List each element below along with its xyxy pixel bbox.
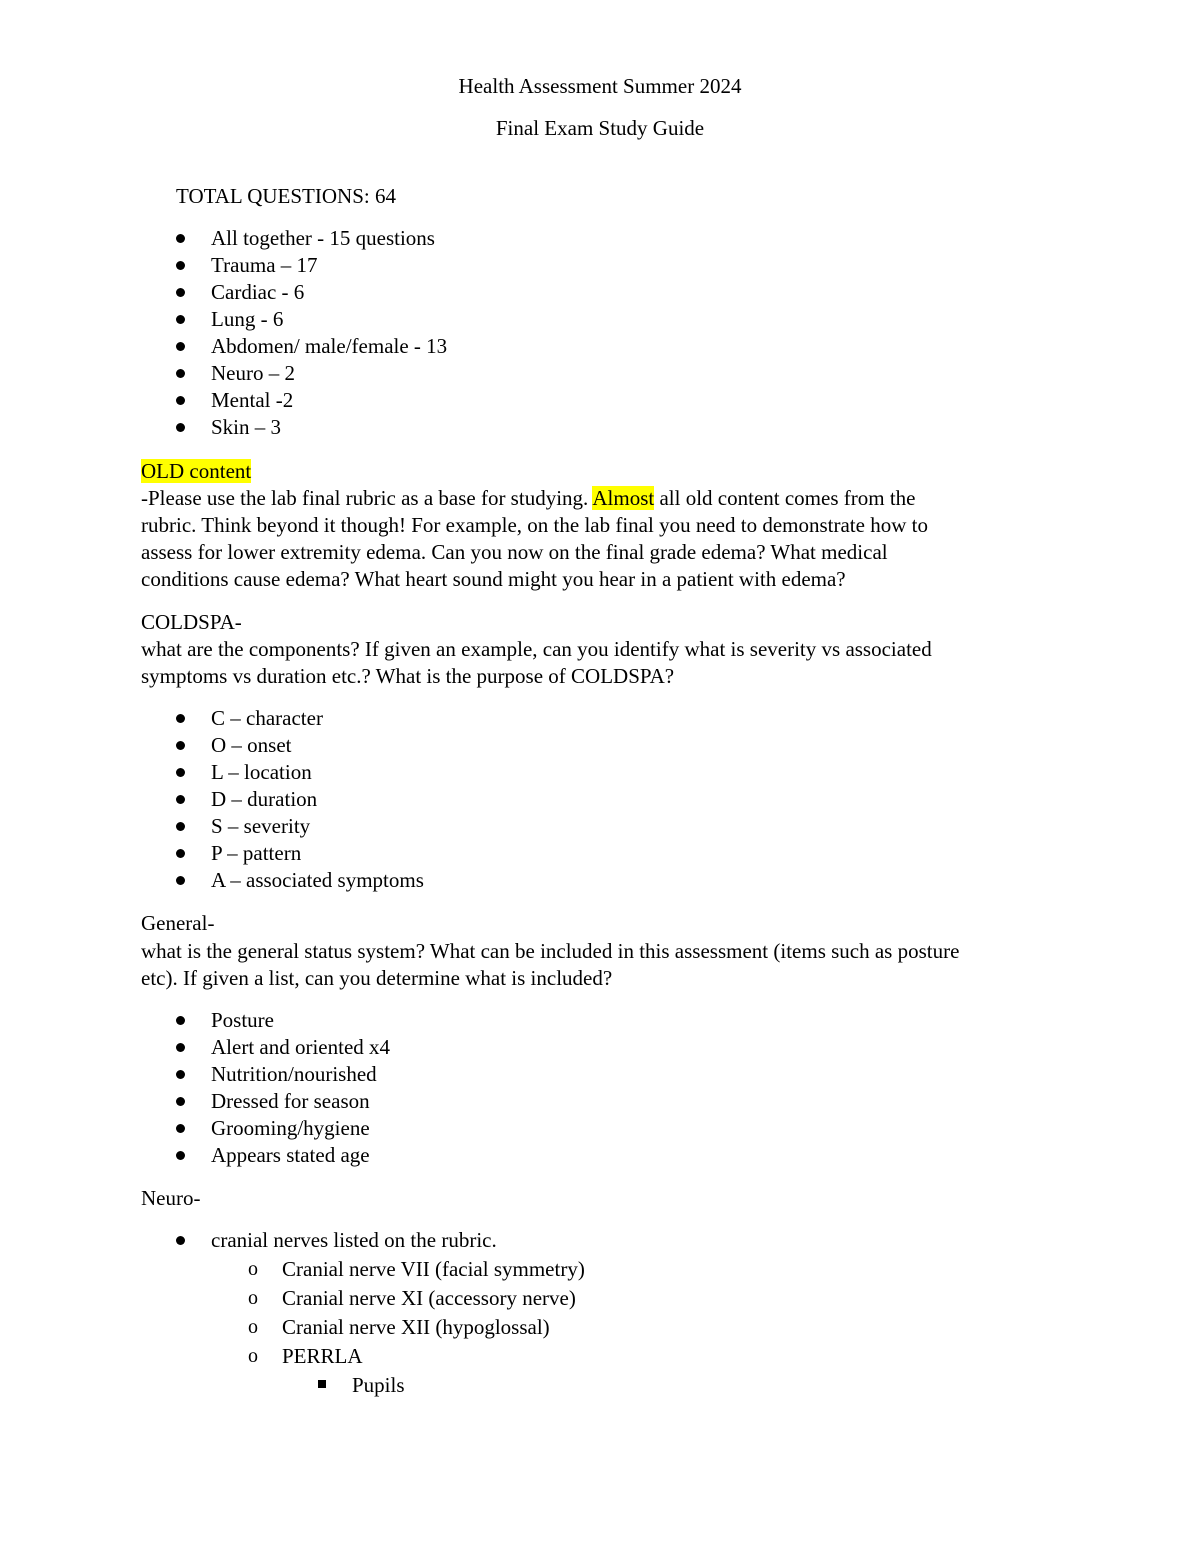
text-span: -Please use the lab final rubric as a base for studying. bbox=[141, 486, 593, 510]
bullet-icon bbox=[176, 396, 185, 405]
square-bullet-icon bbox=[318, 1380, 326, 1388]
list-item: D – duration bbox=[211, 787, 318, 811]
text-span: all old content comes from the bbox=[654, 486, 916, 510]
list-item: P – pattern bbox=[211, 841, 302, 865]
document-subtitle: Final Exam Study Guide bbox=[495, 116, 705, 140]
list-item: Mental -2 bbox=[211, 388, 294, 412]
bullet-icon bbox=[176, 1070, 185, 1079]
list-item: Trauma – 17 bbox=[211, 253, 318, 277]
bullet-icon bbox=[176, 876, 185, 885]
list-item: Dressed for season bbox=[211, 1089, 370, 1113]
list-item: Appears stated age bbox=[211, 1143, 370, 1167]
paragraph-line: assess for lower extremity edema. Can you now on the final grade edema? What medical bbox=[141, 540, 888, 564]
bullet-icon bbox=[176, 822, 185, 831]
bullet-icon bbox=[176, 1097, 185, 1106]
document-title: Health Assessment Summer 2024 bbox=[458, 74, 742, 98]
bullet-icon bbox=[176, 741, 185, 750]
list-item: Nutrition/nourished bbox=[211, 1062, 377, 1086]
paragraph-line: etc). If given a list, can you determine what is included? bbox=[141, 966, 613, 990]
list-item: C – character bbox=[211, 706, 323, 730]
list-item: Cardiac - 6 bbox=[211, 280, 305, 304]
bullet-icon bbox=[176, 849, 185, 858]
bullet-icon bbox=[176, 1124, 185, 1133]
paragraph-line: what are the components? If given an example, can you identify what is severity vs associated bbox=[141, 637, 932, 661]
circle-bullet-icon: o bbox=[248, 1316, 258, 1338]
bullet-icon bbox=[176, 342, 185, 351]
highlighted-text: Almost bbox=[592, 486, 655, 510]
sub-sub-list-item: Pupils bbox=[352, 1373, 405, 1397]
bullet-icon bbox=[176, 1151, 185, 1160]
bullet-icon bbox=[176, 714, 185, 723]
bullet-icon bbox=[176, 315, 185, 324]
circle-bullet-icon: o bbox=[248, 1287, 258, 1309]
neuro-heading: Neuro- bbox=[141, 1186, 201, 1210]
bullet-icon bbox=[176, 234, 185, 243]
sub-list-item: Cranial nerve VII (facial symmetry) bbox=[282, 1257, 585, 1281]
bullet-icon bbox=[176, 768, 185, 777]
bullet-icon bbox=[176, 1236, 185, 1245]
coldspa-heading: COLDSPA- bbox=[141, 610, 242, 634]
bullet-icon bbox=[176, 261, 185, 270]
paragraph-line: conditions cause edema? What heart sound might you hear in a patient with edema? bbox=[141, 567, 846, 591]
list-item: All together - 15 questions bbox=[211, 226, 435, 250]
list-item: Skin – 3 bbox=[211, 415, 282, 439]
paragraph-line bbox=[141, 488, 915, 509]
old-content-heading bbox=[141, 461, 251, 482]
list-item: Neuro – 2 bbox=[211, 361, 295, 385]
bullet-icon bbox=[176, 288, 185, 297]
paragraph-line: what is the general status system? What can be included in this assessment (items such as posture bbox=[141, 939, 960, 963]
sub-list-item: Cranial nerve XI (accessory nerve) bbox=[282, 1286, 576, 1310]
bullet-icon bbox=[176, 1016, 185, 1025]
circle-bullet-icon: o bbox=[248, 1258, 258, 1280]
paragraph-line: rubric. Think beyond it though! For example, on the lab final you need to demonstrate how to bbox=[141, 513, 928, 537]
total-questions-label: TOTAL QUESTIONS: 64 bbox=[176, 184, 396, 208]
list-item: Lung - 6 bbox=[211, 307, 284, 331]
highlighted-text: OLD content bbox=[141, 459, 252, 483]
list-item: L – location bbox=[211, 760, 312, 784]
list-item: Alert and oriented x4 bbox=[211, 1035, 391, 1059]
list-item: Posture bbox=[211, 1008, 274, 1032]
list-item: A – associated symptoms bbox=[211, 868, 424, 892]
list-item: O – onset bbox=[211, 733, 292, 757]
list-item: S – severity bbox=[211, 814, 311, 838]
bullet-icon bbox=[176, 369, 185, 378]
list-item: Grooming/hygiene bbox=[211, 1116, 370, 1140]
paragraph-line: symptoms vs duration etc.? What is the purpose of COLDSPA? bbox=[141, 664, 675, 688]
general-heading: General- bbox=[141, 911, 215, 935]
sub-list-item: Cranial nerve XII (hypoglossal) bbox=[282, 1315, 550, 1339]
bullet-icon bbox=[176, 423, 185, 432]
list-item: Abdomen/ male/female - 13 bbox=[211, 334, 448, 358]
circle-bullet-icon: o bbox=[248, 1345, 258, 1367]
list-item: cranial nerves listed on the rubric. bbox=[211, 1228, 497, 1252]
bullet-icon bbox=[176, 1043, 185, 1052]
sub-list-item: PERRLA bbox=[282, 1344, 363, 1368]
bullet-icon bbox=[176, 795, 185, 804]
